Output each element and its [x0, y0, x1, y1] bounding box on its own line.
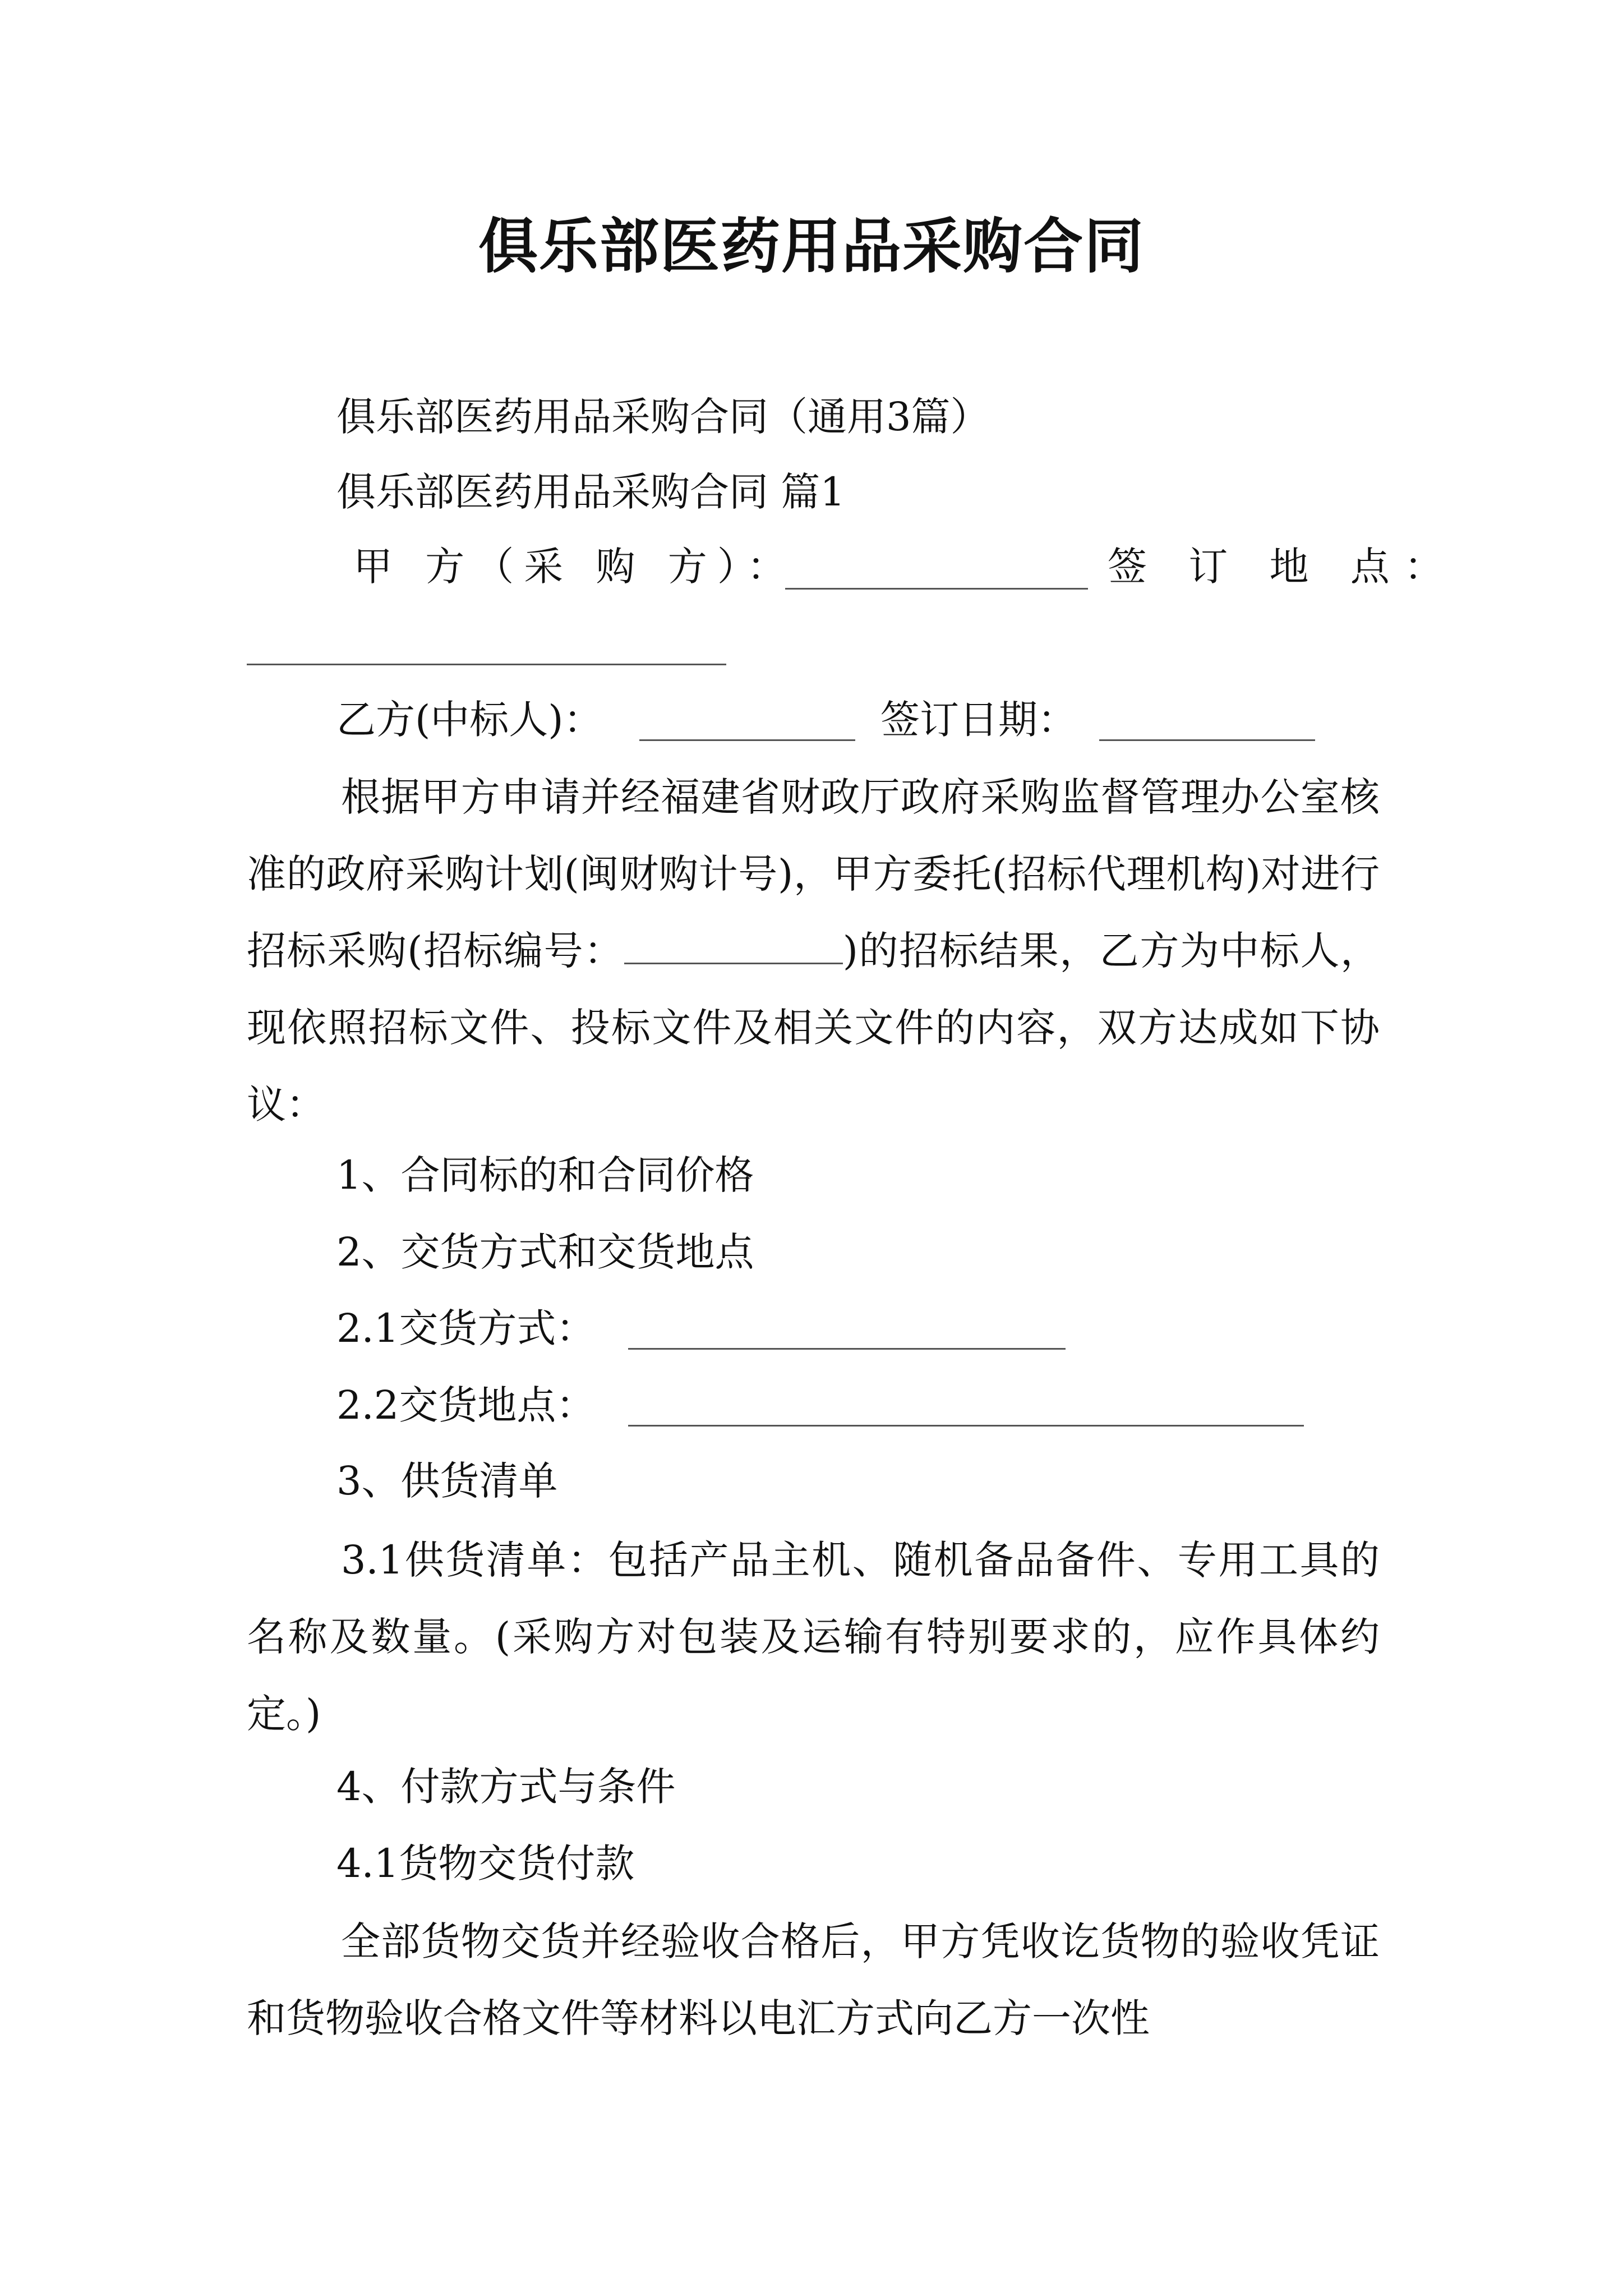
delivery-place-blank — [628, 1425, 1304, 1427]
delivery-method-blank — [628, 1348, 1066, 1350]
document-subtitle: 俱乐部医药用品采购合同（通用3篇） — [336, 394, 990, 440]
clause-4-1: 4.1货物交货付款 — [336, 1841, 635, 1887]
clause-1: 1、合同标的和合同价格 — [336, 1152, 754, 1198]
clause-2: 2、交货方式和交货地点 — [336, 1229, 754, 1275]
section-heading: 俱乐部医药用品采购合同 篇1 — [336, 469, 845, 515]
clause-3-1: 3.1供货清单：包括产品主机、随机备品备件、专用工具的名称及数量。(采购方对包装及运输有特别要求的，应作具体约定。) — [247, 1537, 1380, 1737]
tender-number-blank — [624, 928, 843, 964]
clause-4-1-text: 全部货物交货并经验收合格后，甲方凭收讫货物的验收凭证和货物验收合格文件等材料以电汇方式向乙方一次性 — [247, 1918, 1380, 2041]
sign-date-blank — [1099, 739, 1315, 741]
party-a-label: 甲 方（采 购 方）： — [353, 544, 796, 590]
sign-place-label: 签 订 地 点： — [1108, 544, 1458, 590]
party-b-blank — [639, 739, 855, 741]
intro-text-2: )的招标结果，乙方为中标人，现依照招标文件、投标文件及相关文件的内容，双方达成如下协议： — [247, 928, 1380, 1128]
clause-3: 3、供货清单 — [336, 1458, 558, 1504]
sign-place-blank — [247, 664, 726, 665]
party-b-label: 乙方(中标人)： — [336, 697, 603, 743]
intro-text-1: 根据甲方申请并经福建省财政厅政府采购监督管理办公室核准的政府采购计划(闽财购计号)，甲方委托(招标代理机构)对进行招标采购(招标编号： — [247, 774, 1380, 974]
clause-2-1-label: 2.1交货方式： — [336, 1305, 596, 1351]
clause-2-2-label: 2.2交货地点： — [336, 1382, 596, 1428]
intro-paragraph — [247, 759, 1380, 1143]
document-title: 俱乐部医药用品采购合同 — [478, 211, 1145, 281]
party-a-blank — [785, 588, 1088, 590]
clause-4: 4、付款方式与条件 — [336, 1764, 676, 1810]
sign-date-label: 签订日期： — [880, 697, 1077, 743]
